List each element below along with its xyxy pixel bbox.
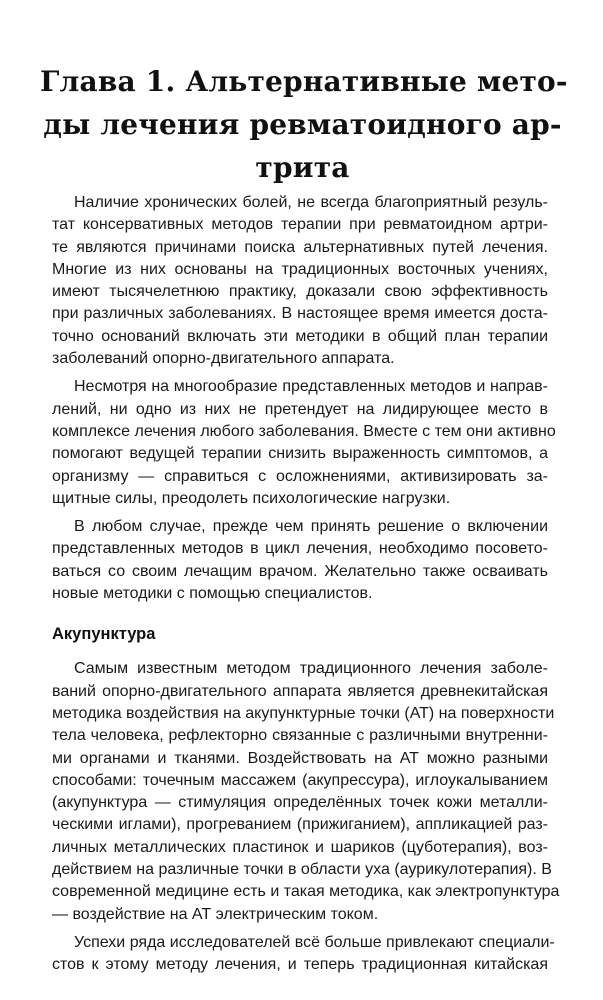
body-text [52, 192, 560, 983]
text-line: тела человека, рефлекторно связанные с различными внутренни- [52, 727, 548, 745]
text-line: ваний опорно-двигательного аппарата является древнекитайская [52, 682, 548, 700]
text-line: точно оснований включать эти методики в общий план терапии [52, 327, 548, 345]
text-line: Наличие хронических болей, не всегда благоприятный резуль- [74, 194, 548, 211]
text-line: новые методики с помощью специалистов. [52, 585, 373, 603]
text-line: имеют тысячелетнюю практику, доказали свою эффективность [52, 283, 548, 301]
text-line: В любом случае, прежде чем принять решение о включении [74, 518, 548, 536]
text-line: ми органами и тканями. Воздействовать на АТ можно разными [52, 749, 548, 767]
text-line: помогают ведущей терапии снизить выраженность симптомов, а [52, 445, 548, 463]
intro-section [52, 192, 556, 605]
text-line: те являются причинами поиска альтернативных путей лечения. [52, 238, 548, 256]
text-line: современной медицине есть и такая методика, как электропунктура [52, 883, 560, 901]
text-line: ваться со своим лечащим врачом. Желательно также осваивать [52, 562, 548, 580]
text-line: (акупунктура — стимуляция определённых точек кожи металли- [52, 794, 548, 812]
acupuncture-section [52, 658, 560, 976]
paragraph [52, 192, 548, 370]
text-line: тат консервативных методов терапии при ревматоидном артри- [52, 216, 548, 234]
text-line: ческими иглами), прогреванием (прижиганием), аппликацией раз- [52, 816, 548, 834]
paragraph [52, 658, 560, 926]
chapter-title-line: ды лечения ревматоидного ар- [43, 108, 562, 141]
text-line: — воздействие на АТ электрическим током. [52, 905, 379, 923]
text-line: стов к этому методу лечения, и теперь традиционная китайская [52, 956, 548, 974]
text-line: комплексе лечения любого заболевания. Вместе с тем они активно [52, 422, 556, 440]
text-line: личных металлических пластинок и шариков (цуботерапия), воз- [52, 838, 548, 856]
text-line: действием на различные точки в области уха (аурикулотерапия). В [52, 861, 552, 879]
chapter-title [40, 60, 568, 189]
text-line: заболеваний опорно-двигательного аппарата. [52, 350, 395, 368]
text-line: щитные силы, преодолеть психологические нагрузки. [52, 489, 451, 507]
chapter-title-line: Глава 1. Альтернативные мето- [40, 65, 568, 98]
text-line: способами: точечным массажем (акупрессура), иглоукалыванием [52, 771, 548, 789]
chapter-title-line: трита [255, 151, 350, 184]
section-heading: Акупунктура [52, 625, 156, 644]
text-line: лений, ни одно из них не претендует на лидирующее место в [52, 400, 548, 418]
text-line: Самым известным методом традиционного лечения заболе- [74, 660, 548, 678]
text-line: организму — справиться с осложнениями, активизировать за- [52, 467, 548, 485]
text-line: Многие из них основаны на традиционных восточных учениях, [52, 260, 548, 278]
paragraph [52, 516, 548, 605]
text-line: представленных методов в цикл лечения, необходимо посовето- [52, 540, 548, 558]
text-line: методика воздействия на акупунктурные точки (АТ) на поверхности [52, 704, 555, 722]
text-line: Несмотря на многообразие представленных методов и направ- [74, 378, 548, 396]
text-line: при различных заболеваниях. В настоящее время имеется доста- [52, 305, 548, 323]
paragraph [52, 932, 555, 977]
paragraph [52, 376, 556, 510]
text-line: Успехи ряда исследователей всё больше привлекают специали- [74, 933, 555, 951]
